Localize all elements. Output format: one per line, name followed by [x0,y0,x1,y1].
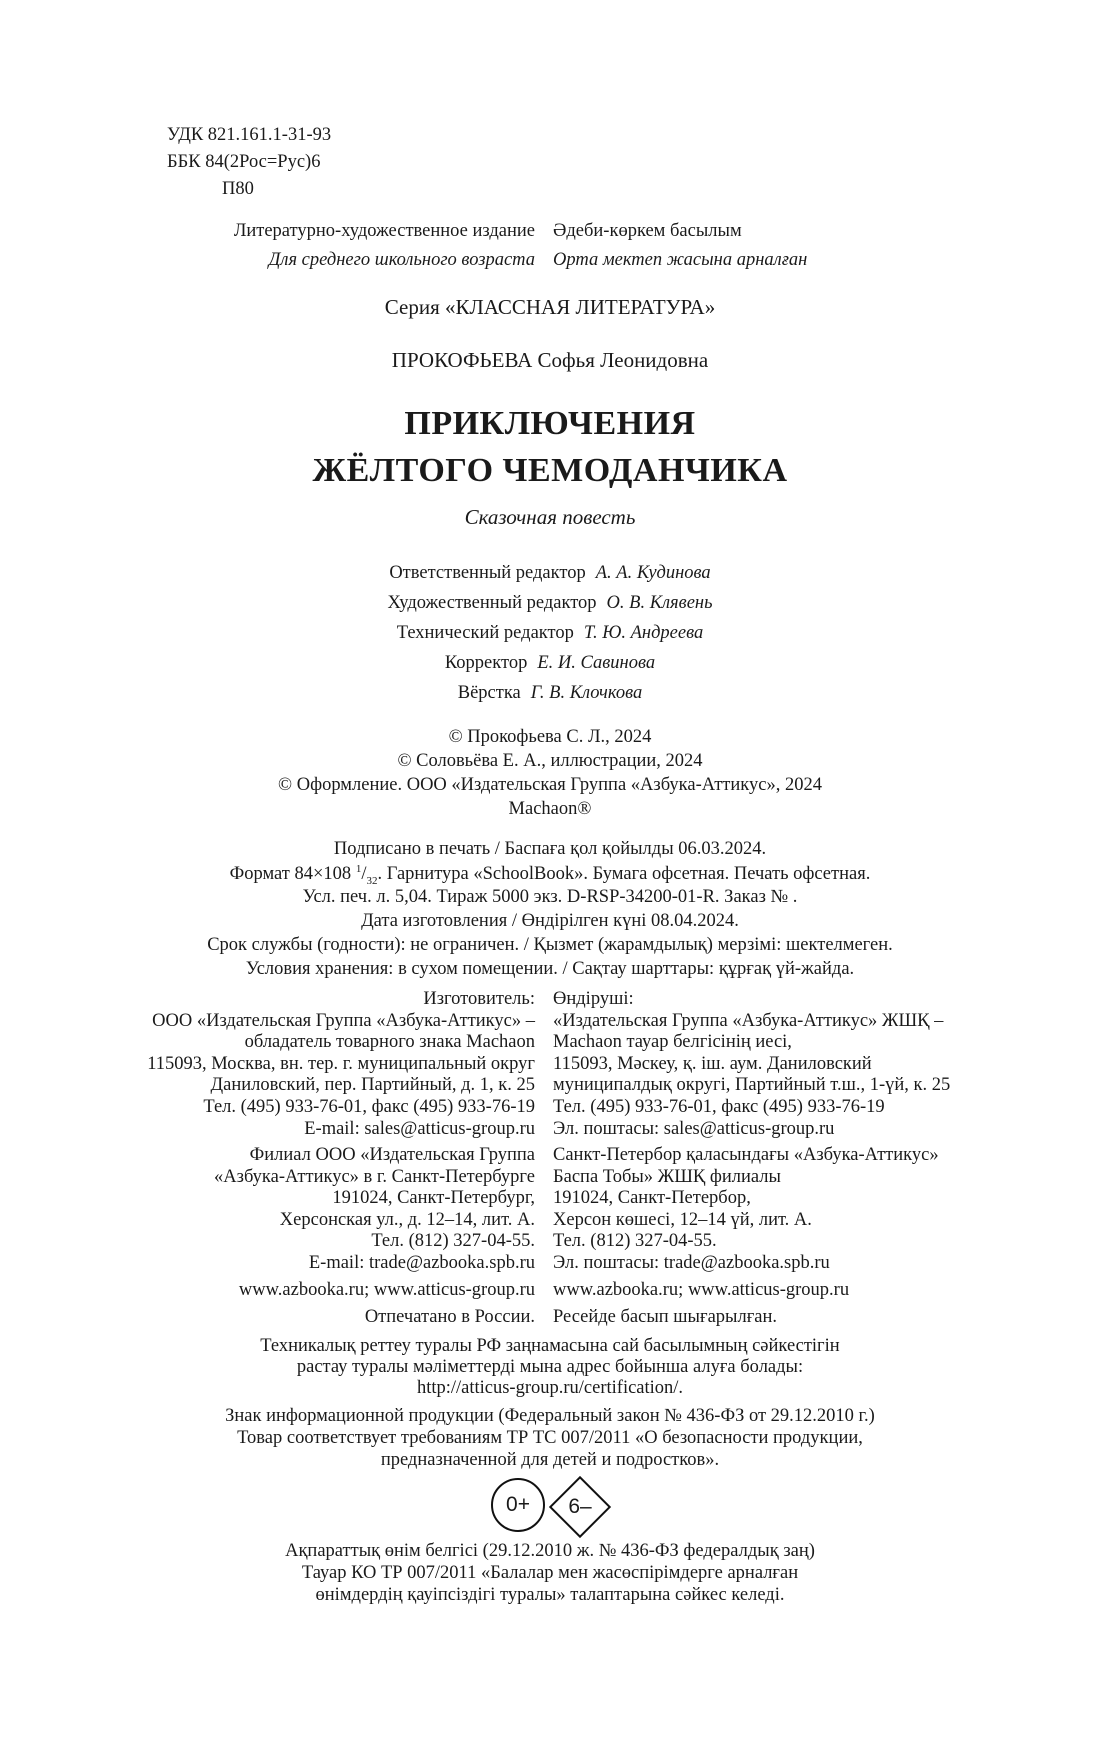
editor-name: Г. В. Клочкова [530,683,643,703]
branch-kz-line: Баспа Тобы» ЖШҚ филиалы [553,1166,781,1187]
branch-kz-line: Тел. (812) 327-04-55. [553,1231,717,1252]
manufacturer-ru-line: 115093, Москва, вн. тер. г. муниципальный округ [147,1053,535,1074]
editor-role: Корректор [444,653,528,673]
info-sign-line: Знак информационной продукции (Федеральный закон № 436-ФЗ от 29.12.2010 г.) [225,1406,875,1426]
editor-name: Т. Ю. Андреева [583,623,704,643]
editor-line [0,654,1100,673]
editor-line [0,564,1100,583]
manufacturer-ru-line: E-mail: sales@atticus-group.ru [304,1118,535,1139]
branch-kz-line: Санкт-Петербор қаласындағы «Азбука-Аттикус» [553,1145,939,1165]
editor-role: Ответственный редактор [389,563,586,583]
service-life: Срок службы (годности): не ограничен. / Қызмет (жарамдылық) мерзімі: шектелмеген. [207,935,893,955]
format-denominator: 32 [366,874,378,887]
format-text: Формат 84×108 [229,864,352,885]
manufacturer-kz-line: Өндіруші: [553,989,634,1009]
print-format: Формат 84×108 $^1/_{32}$. Гарнитура «SchoolBook». Бумага офсетная. Печать офсетная. [229,863,871,887]
editor-role: Технический редактор [396,623,574,643]
title-line-2: ЖЁЛТОГО ЧЕМОДАНЧИКА [312,452,788,489]
age-rating-circle-badge: 0+ [491,1478,545,1532]
title-line-1: ПРИКЛЮЧЕНИЯ [404,405,696,442]
info-sign-line: Товар соответствует требованиям ТР ТС 007/2011 «О безопасности продукции, [237,1428,863,1448]
editor-role: Художественный редактор [387,593,597,613]
branch-ru-line: «Азбука-Аттикус» в г. Санкт-Петербурге [214,1166,535,1187]
manufacturer-kz-line: Machaon тауар белгісінің иесі, [553,1032,792,1053]
editor-role: Вёрстка [457,683,521,703]
series: Серия «КЛАССНАЯ ЛИТЕРАТУРА» [384,295,716,319]
edition-type-ru: Литературно-художественное издание [233,221,535,241]
print-volume: Усл. печ. л. 5,04. Тираж 5000 экз. D-RSP-34200-01-R. Заказ № . [302,887,798,907]
editor-name: А. А. Кудинова [595,563,711,583]
branch-ru-line: Херсонская ул., д. 12–14, лит. А. [279,1209,535,1230]
copyright-line: © Прокофьева С. Л., 2024 [448,727,652,747]
website-ru: www.azbooka.ru; www.atticus-group.ru [238,1280,535,1300]
manufacturer-kz-line: 115093, Мәскеу, қ. іш. аум. Даниловский [553,1053,872,1074]
editor-line [0,684,1100,703]
age-kz: Орта мектеп жасына арналған [553,250,808,270]
editor-line [0,624,1100,643]
editor-name: О. В. Клявень [606,593,713,613]
manufacturer-ru-line: Изготовитель: [423,989,535,1009]
info-sign-line: предназначенной для детей и подростков». [380,1450,720,1470]
branch-ru-line: 191024, Санкт-Петербург, [332,1188,535,1209]
branch-ru-line: E-mail: trade@azbooka.spb.ru [308,1253,535,1273]
copyright-line: © Соловьёва Е. А., иллюстрации, 2024 [397,751,703,771]
printed-in-ru: Отпечатано в России. [364,1307,535,1327]
info-sign-kz-line: өнімдердің қауіпсіздігі туралы» талаптарына сәйкес келеді. [315,1585,785,1605]
copyright-line: © Оформление. ООО «Издательская Группа «Азбука-Аттикус», 2024 [278,775,822,795]
author-code: П80 [222,179,254,199]
branch-kz-line: 191024, Санкт-Петербор, [553,1188,751,1209]
manufacturer-kz-line: «Издательская Группа «Азбука-Аттикус» ЖШҚ – [553,1010,944,1031]
branch-ru-line: Тел. (812) 327-04-55. [371,1231,535,1252]
edition-type-kz: Әдеби-көркем басылым [553,221,742,241]
info-sign-kz-line: Тауар КО ТР 007/2011 «Балалар мен жасөспірімдерге арналған [301,1563,799,1583]
author: ПРОКОФЬЕВА Софья Леонидовна [391,348,709,372]
branch-kz-line: Херсон көшесі, 12–14 үй, лит. А. [553,1209,812,1230]
age-ru: Для среднего школьного возраста [268,250,535,270]
branch-ru-line: Филиал ООО «Издательская Группа [249,1145,535,1165]
manufacture-date: Дата изготовления / Өндірілген күні 08.04.2024. [361,911,739,931]
age-badges [0,1478,1100,1536]
manufacturer-kz-line: Эл. поштасы: sales@atticus-group.ru [553,1118,835,1139]
manufacturer-ru-line: Тел. (495) 933-76-01, факс (495) 933-76-19 [203,1097,535,1117]
signed-to-print: Подписано в печать / Баспаға қол қойылды 06.03.2024. [333,839,767,859]
branch-kz-line: Эл. поштасы: trade@azbooka.spb.ru [553,1253,830,1273]
age-rating-diamond-badge [551,1478,609,1536]
manufacturer-ru-line: ООО «Издательская Группа «Азбука-Аттикус» – [152,1010,535,1031]
manufacturer-kz-line: муниципалдық округі, Партийный т.ш., 1-үй, к. 25 [553,1075,951,1096]
format-numerator: 1 [355,863,362,875]
cert-line: растау туралы мәліметтерді мына адрес бойынша алуға болады: [296,1357,804,1377]
printed-in-kz: Ресейде басып шығарылған. [553,1307,778,1327]
udk: УДК 821.161.1-31-93 [167,125,332,145]
subtitle: Сказочная повесть [464,505,636,529]
cert-url: http://atticus-group.ru/certification/. [416,1378,684,1398]
copyright-line: Machaon® [508,799,592,819]
editor-name: Е. И. Савинова [537,653,656,673]
editor-line [0,594,1100,613]
manufacturer-ru-line: обладатель товарного знака Machaon [244,1032,535,1053]
manufacturer-kz-line: Тел. (495) 933-76-01, факс (495) 933-76-19 [553,1097,885,1117]
website-kz: www.azbooka.ru; www.atticus-group.ru [553,1280,850,1300]
manufacturer-ru-line: Даниловский, пер. Партийный, д. 1, к. 25 [210,1075,535,1096]
cert-line: Техникалық реттеу туралы РФ заңнамасына сай басылымның сәйкестігін [260,1336,840,1356]
storage-conditions: Условия хранения: в сухом помещении. / Сақтау шарттары: құрғақ үй-жайда. [245,959,855,979]
info-sign-kz-line: Ақпараттық өнім белгісі (29.12.2010 ж. № 436-ФЗ федералдық заң) [285,1541,815,1561]
bbk: ББК 84(2Рос=Рус)6 [167,152,321,172]
age-rating-diamond-text: 6– [568,1495,592,1518]
format-text: . Гарнитура «SchoolBook». Бумага офсетная. Печать офсетная. [377,864,871,885]
